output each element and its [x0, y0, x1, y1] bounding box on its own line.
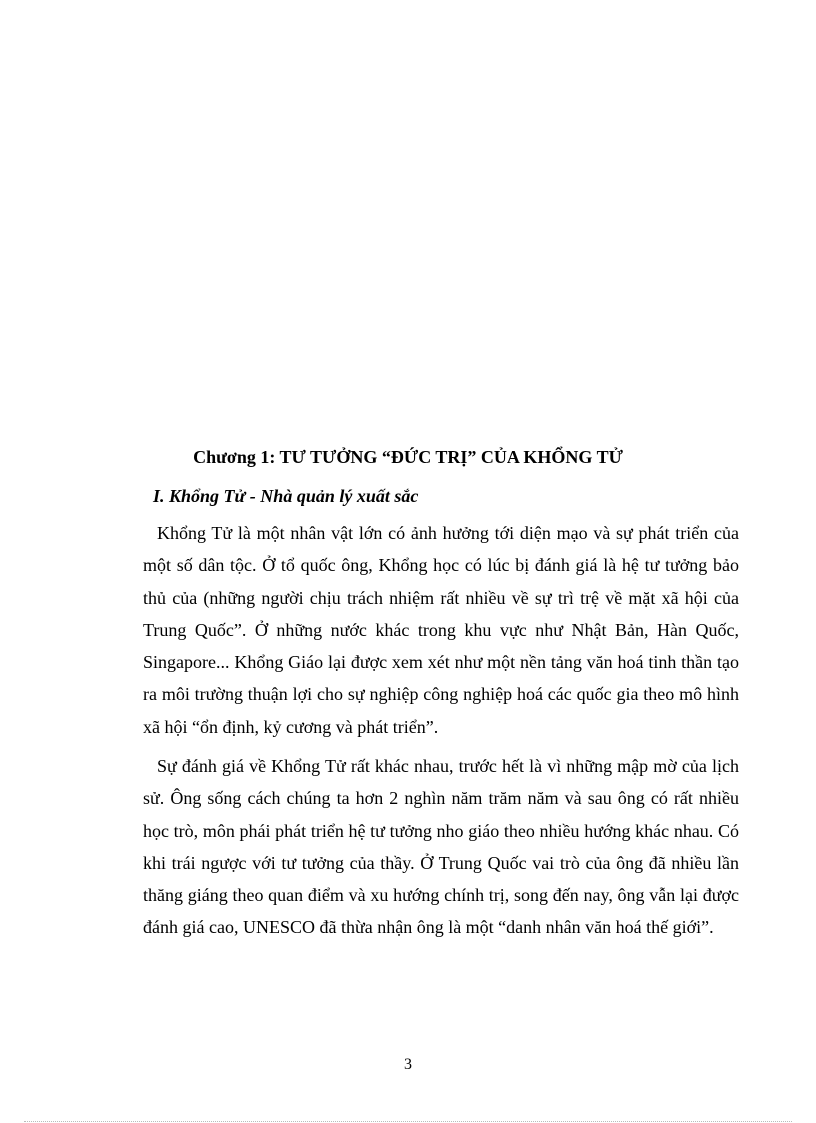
page-bottom-divider	[24, 1121, 792, 1122]
section-heading: I. Khổng Tử - Nhà quản lý xuất sắc	[153, 486, 419, 506]
chapter-title: Chương 1: TƯ TƯỞNG “ĐỨC TRỊ” CỦA KHỔNG TỬ	[193, 447, 623, 467]
body-paragraph: Khổng Tử là một nhân vật lớn có ảnh hưởng tới diện mạo và sự phát triển của một số dân tộc. Ở tổ quốc ông, Khổng học có lúc bị đánh giá là hệ tư tưởng bảo thủ của (những người chịu trách nhiệm rất nhiều về sự trì trệ về mặt xã hội của Trung Quốc”. Ở những nước khác trong khu vực như Nhật Bản, Hàn Quốc, Singapore... Khổng Giáo lại được xem xét như một nền tảng văn hoá tinh thần tạo ra môi trường thuận lợi cho sự nghiệp công nghiệp hoá các quốc gia theo mô hình xã hội “ổn định, kỷ cương và phát triển”.	[143, 523, 739, 737]
body-paragraph: Sự đánh giá về Khổng Tử rất khác nhau, trước hết là vì những mập mờ của lịch sử. Ông sống cách chúng ta hơn 2 nghìn năm trăm năm và sau ông có rất nhiều học trò, môn phái phát triển hệ tư tưởng nho giáo theo nhiều hướng khác nhau. Có khi trái ngược với tư tưởng của thầy. Ở Trung Quốc vai trò của ông đã nhiều lần thăng giáng theo quan điểm và xu hướng chính trị, song đến nay, ông vẫn lại được đánh giá cao, UNESCO đã thừa nhận ông là một “danh nhân văn hoá thế giới”.	[143, 756, 739, 938]
page-number: 3	[404, 1056, 412, 1073]
